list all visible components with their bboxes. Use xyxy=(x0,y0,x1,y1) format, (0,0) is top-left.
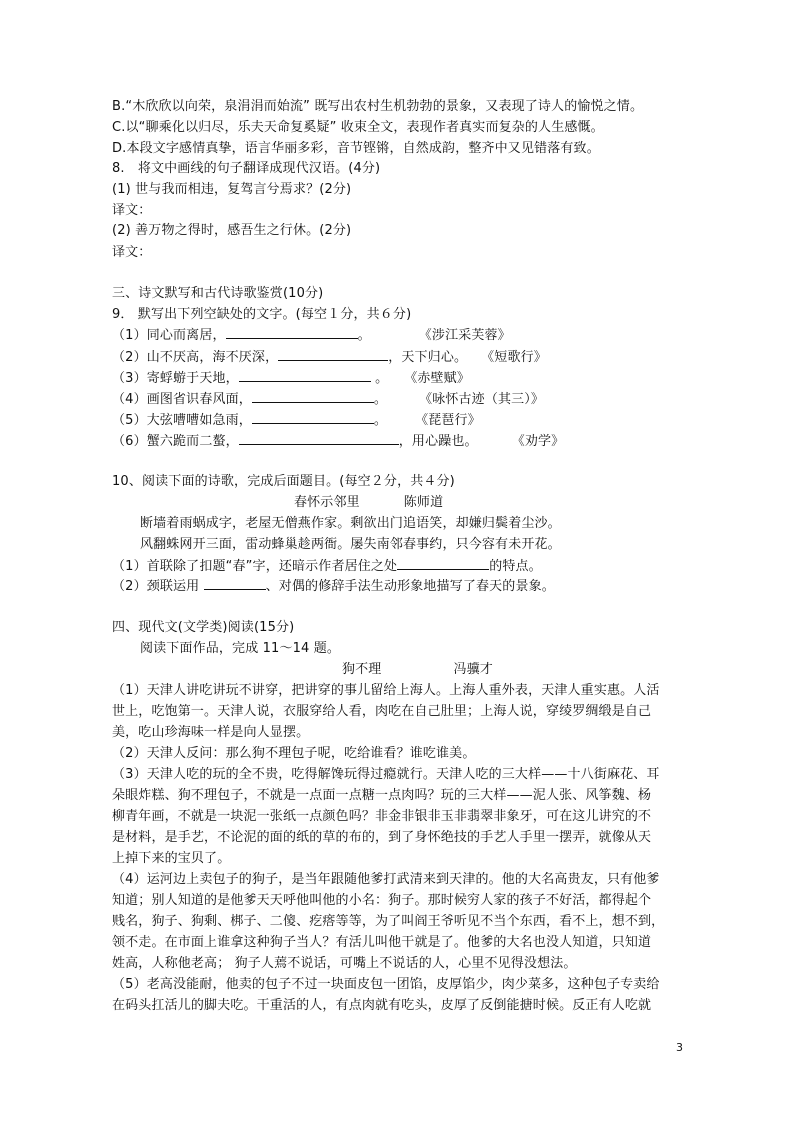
dictation-6: （6）蟹六跪而二螯， ，用心躁也。 《劝学》 xyxy=(112,431,564,452)
dictation-5: （5）大弦嘈嘈如急雨， 。 《琵琶行》 xyxy=(112,410,481,431)
answer-blank[interactable] xyxy=(278,347,388,361)
story-author: 冯骥才 xyxy=(453,662,493,677)
dictation-2: （2）山不厌高，海不厌深， ，天下归心。 《短歌行》 xyxy=(112,347,547,368)
paragraph-line: （4）运河边上卖包子的狗子，是当年跟随他爹打武清来到天津的。他的大名高贵友，只有他爹 xyxy=(112,872,660,887)
poem-title: 春怀示邻里 xyxy=(294,495,360,510)
poem-author: 陈师道 xyxy=(403,495,444,510)
paragraph-line: （5）老高没能耐，他卖的包子不过一块面皮包一团馅，皮厚馅少，肉少菜多，这种包子专卖给 xyxy=(112,977,660,992)
paragraph-line: （1）天津人讲吃讲玩不讲穿，把讲穿的事儿留给上海人。上海人重外表，天津人重实惠。人活 xyxy=(112,683,660,698)
paragraph-line: 知道；别人知道的是他爹天天呼他叫他的小名：狗子。那时候穷人家的孩子不好活，都得起个 xyxy=(112,893,652,908)
paragraph-line: 是材料，是手艺，不论泥的面的纸的草的布的，到了身怀绝技的手艺人手里一摆弄，就像从天 xyxy=(112,830,652,845)
poem-line-2: 风翻蛛网开三面，雷动蜂巢趁两衙。屡失南邻春事约，只今容有未开花。 xyxy=(140,537,561,552)
poem-line-1: 断墙着雨蜗成字，老屋无僧燕作家。剩欲出门追语笑，却嫌归鬓着尘沙。 xyxy=(140,516,561,531)
answer-blank[interactable] xyxy=(204,576,266,590)
paragraph-line: （3）天津人吃的玩的全不贵，吃得解馋玩得过瘾就行。天津人吃的三大样——十八街麻花、耳 xyxy=(112,767,660,782)
q10-part-1: （1）首联除了扣题“春”字，还暗示作者居住之处 的特点。 xyxy=(112,556,542,577)
answer-blank[interactable] xyxy=(252,410,374,424)
paragraph-line: 柳青年画，不就是一块泥一张纸一点颜色吗？非金非银非玉非翡翠非象牙，可在这儿讲究的不 xyxy=(112,809,652,824)
paragraph-line: 在码头扛活儿的脚夫吃。干重活的人，有点肉就有吃头，皮厚了反倒能搪时候。反正有人吃就 xyxy=(112,998,652,1013)
paragraph-line: 上掉下来的宝贝了。 xyxy=(112,851,231,866)
answer-blank[interactable] xyxy=(252,389,374,403)
poem-title-line xyxy=(294,493,443,513)
question-8: 8. 将文中画线的句子翻译成现代汉语。(4分) xyxy=(112,161,381,176)
paragraph-line: （2）天津人反问：那么狗不理包子呢，吃给谁看？谁吃谁美。 xyxy=(112,746,476,761)
paragraph-line: 世上，吃饱第一。天津人说，衣服穿给人看，肉吃在自己肚里；上海人说，穿绫罗绸缎是自己 xyxy=(112,704,652,719)
answer-blank[interactable] xyxy=(239,368,371,382)
option-c: C.以“聊乘化以归尽，乐夫天命复奚疑” 收束全文，表现作者真实而复杂的人生感慨。 xyxy=(112,120,604,135)
answer-blank[interactable] xyxy=(397,556,489,570)
dictation-1: （1）同心而离居， 。 《涉江采芙蓉》 xyxy=(112,325,511,346)
translation-label-1: 译文： xyxy=(112,203,152,218)
dictation-3: （3）寄蜉蝣于天地， 。 《赤壁赋》 xyxy=(112,368,470,389)
translation-label-2: 译文： xyxy=(112,245,152,260)
story-title-line xyxy=(342,660,493,680)
page-number: 3 xyxy=(676,1041,683,1054)
answer-blank[interactable] xyxy=(239,431,399,445)
question-10: 10、阅读下面的诗歌，完成后面题目。(每空２分，共４分) xyxy=(112,474,455,489)
reading-intro: 阅读下面作品，完成 11～14 题。 xyxy=(140,641,341,656)
dictation-4: （4）画图省识春风面， 。 《咏怀古迹（其三）》 xyxy=(112,389,544,410)
option-d: D.本段文字感情真挚，语言华丽多彩，音节铿锵，自然成韵，整齐中又见错落有致。 xyxy=(112,141,600,156)
section-4-heading: 四、现代文(文学类)阅读(15分) xyxy=(112,620,295,635)
answer-blank[interactable] xyxy=(226,325,358,339)
option-b: B.“木欣欣以向荣，泉涓涓而始流” 既写出农村生机勃勃的景象，又表现了诗人的愉悦之情。 xyxy=(112,99,644,114)
paragraph-line: 朵眼炸糕、狗不理包子，不就是一点面一点糖一点肉吗？玩的三大样——泥人张、风筝魏、杨 xyxy=(112,788,652,803)
paragraph-line: 贱名，狗子、狗剩、梆子、二傻、疙瘩等等，为了叫阎王爷听见不当个东西，看不上，想不到， xyxy=(112,914,665,929)
q8-part-2: (2) 善万物之得时，感吾生之行休。(2分) xyxy=(112,223,352,238)
question-9: 9． 默写出下列空缺处的文字。(每空１分，共６分) xyxy=(112,307,412,322)
story-title: 狗不理 xyxy=(342,662,382,677)
paragraph-line: 美，吃山珍海味一样是向人显摆。 xyxy=(112,725,310,740)
q10-part-2: （2）颈联运用 、对偶的修辞手法生动形象地描写了春天的景象。 xyxy=(112,576,555,597)
paragraph-line: 姓高，人称他老高； 狗子人蔫不说话，可嘴上不说话的人，心里不见得没想法。 xyxy=(112,956,577,971)
section-3-heading: 三、诗文默写和古代诗歌鉴赏(10分) xyxy=(112,286,324,301)
paragraph-line: 领不走。在市面上谁拿这种狗子当人？有活儿叫他干就是了。他爹的大名也没人知道，只知道 xyxy=(112,935,652,950)
q8-part-1: (1) 世与我而相违，复驾言兮焉求？(2分) xyxy=(112,182,352,197)
